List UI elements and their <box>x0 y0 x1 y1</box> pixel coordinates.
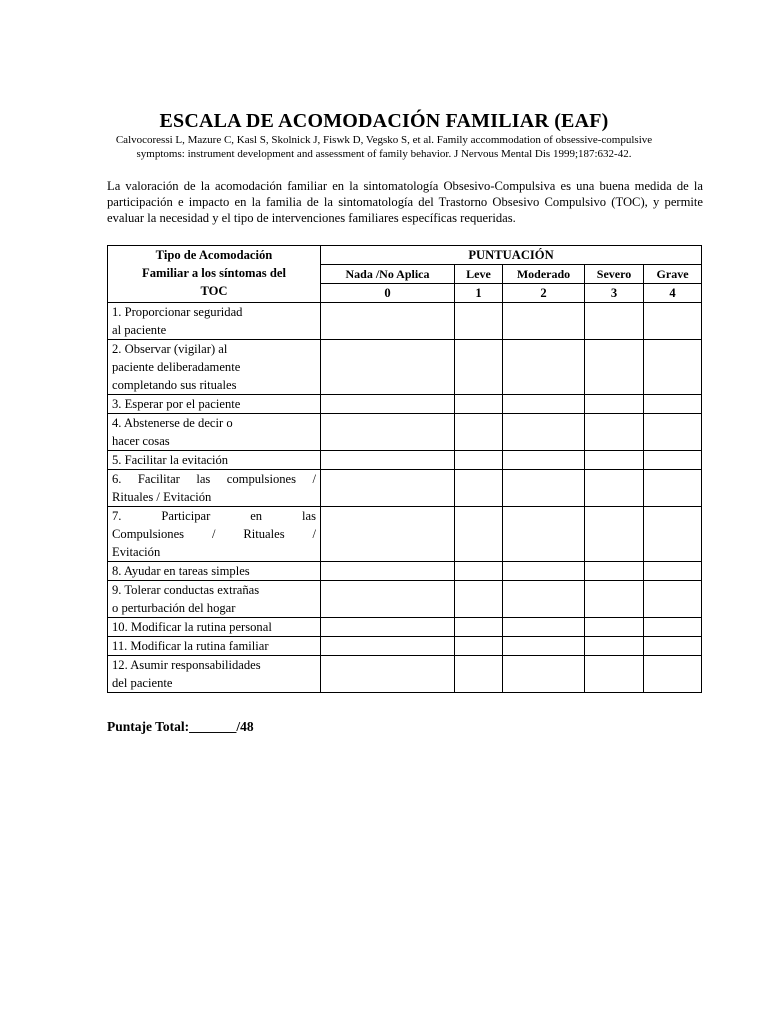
score-cell[interactable] <box>321 414 455 451</box>
score-cell[interactable] <box>321 303 455 340</box>
score-cell[interactable] <box>455 340 503 395</box>
score-cell[interactable] <box>585 470 644 507</box>
item-line: paciente deliberadamente <box>112 360 241 374</box>
score-cell[interactable] <box>644 395 702 414</box>
score-cell[interactable] <box>321 637 455 656</box>
item-line: al paciente <box>112 323 167 337</box>
category-value: 3 <box>585 284 644 303</box>
item-line: 8. Ayudar en tareas simples <box>112 564 250 578</box>
accommodation-item <box>108 395 321 414</box>
category-header: Severo <box>585 265 644 284</box>
citation <box>90 133 678 161</box>
accommodation-item <box>108 340 321 395</box>
score-cell[interactable] <box>644 581 702 618</box>
accommodation-scale-table <box>107 245 702 693</box>
score-cell[interactable] <box>455 507 503 562</box>
score-cell[interactable] <box>321 656 455 693</box>
category-value: 2 <box>503 284 585 303</box>
score-cell[interactable] <box>585 562 644 581</box>
score-cell[interactable] <box>503 507 585 562</box>
score-cell[interactable] <box>455 618 503 637</box>
score-cell[interactable] <box>455 395 503 414</box>
category-value: 1 <box>455 284 503 303</box>
intro-paragraph: La valoración de la acomodación familiar en la sintomatología Obsesivo-Compulsiva es una buena medida de la participación e impacto en la familia de la sintomatología del Trastorno Obsesivo Compulsivo (TOC), y permite evaluar la necesidad y el tipo de intervenciones familiares específicas requeridas. <box>107 179 703 225</box>
table-row <box>108 303 702 340</box>
item-line: Compulsiones / Rituales / <box>112 527 316 541</box>
citation-line: Calvocoressi L, Mazure C, Kasl S, Skolnick J, Fiswk D, Vegsko S, et al. Family accommodation of obsessive-compulsive <box>115 134 653 146</box>
table-row <box>108 451 702 470</box>
score-cell[interactable] <box>585 451 644 470</box>
type-header-line: Tipo de Acomodación <box>155 248 273 262</box>
score-cell[interactable] <box>455 562 503 581</box>
score-cell[interactable] <box>503 303 585 340</box>
category-value: 4 <box>644 284 702 303</box>
item-line: Evitación <box>112 545 161 559</box>
score-cell[interactable] <box>585 656 644 693</box>
accommodation-item <box>108 562 321 581</box>
score-cell[interactable] <box>644 507 702 562</box>
item-line: 9. Tolerar conductas extrañas <box>112 583 260 597</box>
score-cell[interactable] <box>585 303 644 340</box>
score-cell[interactable] <box>644 303 702 340</box>
score-cell[interactable] <box>455 414 503 451</box>
score-cell[interactable] <box>455 470 503 507</box>
score-cell[interactable] <box>455 581 503 618</box>
type-header-line: Familiar a los síntomas del <box>142 266 286 280</box>
score-cell[interactable] <box>503 637 585 656</box>
table-row <box>108 414 702 451</box>
item-line: 5. Facilitar la evitación <box>112 453 229 467</box>
score-header: PUNTUACIÓN <box>321 246 702 265</box>
accommodation-item <box>108 414 321 451</box>
accommodation-item <box>108 637 321 656</box>
table-row <box>108 562 702 581</box>
score-cell[interactable] <box>321 581 455 618</box>
score-cell[interactable] <box>644 618 702 637</box>
table-row <box>108 656 702 693</box>
accommodation-item <box>108 303 321 340</box>
accommodation-item <box>108 618 321 637</box>
accommodation-item <box>108 451 321 470</box>
score-cell[interactable] <box>455 656 503 693</box>
score-cell[interactable] <box>455 303 503 340</box>
score-cell[interactable] <box>644 637 702 656</box>
score-cell[interactable] <box>585 618 644 637</box>
score-cell[interactable] <box>321 618 455 637</box>
citation-line: symptoms: instrument development and assessment of family behavior. J Nervous Mental Dis 1999;187:632-42. <box>136 148 632 160</box>
item-line: 4. Abstenerse de decir o <box>112 416 233 430</box>
score-cell[interactable] <box>644 470 702 507</box>
score-cell[interactable] <box>321 470 455 507</box>
accommodation-item <box>108 470 321 507</box>
score-cell[interactable] <box>585 507 644 562</box>
table-row <box>108 340 702 395</box>
score-cell[interactable] <box>455 637 503 656</box>
score-cell[interactable] <box>321 451 455 470</box>
item-line: 6. Facilitar las compulsiones / <box>112 472 316 486</box>
item-line: 2. Observar (vigilar) al <box>112 342 228 356</box>
item-line: 11. Modificar la rutina familiar <box>112 639 269 653</box>
category-header: Leve <box>455 265 503 284</box>
score-cell[interactable] <box>503 581 585 618</box>
score-cell[interactable] <box>585 637 644 656</box>
category-header: Grave <box>644 265 702 284</box>
item-line: 10. Modificar la rutina personal <box>112 620 272 634</box>
table-row <box>108 581 702 618</box>
item-line: 3. Esperar por el paciente <box>112 397 241 411</box>
item-line: Rituales / Evitación <box>112 490 212 504</box>
table-row <box>108 507 702 562</box>
score-cell[interactable] <box>503 451 585 470</box>
table-row <box>108 618 702 637</box>
score-cell[interactable] <box>644 414 702 451</box>
item-line: del paciente <box>112 676 173 690</box>
score-cell[interactable] <box>503 414 585 451</box>
category-value: 0 <box>321 284 455 303</box>
item-line: 1. Proporcionar seguridad <box>112 305 243 319</box>
accommodation-item <box>108 581 321 618</box>
category-header: Moderado <box>503 265 585 284</box>
table-row <box>108 395 702 414</box>
accommodation-item <box>108 656 321 693</box>
total-score-label: Puntaje Total:_______/48 <box>107 719 254 734</box>
score-cell[interactable] <box>503 656 585 693</box>
score-cell[interactable] <box>644 340 702 395</box>
score-cell[interactable] <box>585 340 644 395</box>
table-row <box>108 637 702 656</box>
item-line: 12. Asumir responsabilidades <box>112 658 261 672</box>
score-cell[interactable] <box>503 340 585 395</box>
score-cell[interactable] <box>585 395 644 414</box>
item-line: hacer cosas <box>112 434 170 448</box>
score-cell[interactable] <box>503 470 585 507</box>
item-line: completando sus rituales <box>112 378 237 392</box>
score-cell[interactable] <box>321 395 455 414</box>
score-cell[interactable] <box>585 581 644 618</box>
type-header <box>108 246 321 303</box>
type-header-line: TOC <box>200 284 228 298</box>
table-row <box>108 470 702 507</box>
item-line: o perturbación del hogar <box>112 601 236 615</box>
accommodation-item <box>108 507 321 562</box>
document-title: ESCALA DE ACOMODACIÓN FAMILIAR (EAF) <box>159 110 609 132</box>
score-cell[interactable] <box>644 562 702 581</box>
score-cell[interactable] <box>503 618 585 637</box>
score-cell[interactable] <box>321 562 455 581</box>
score-cell[interactable] <box>644 656 702 693</box>
score-cell[interactable] <box>455 451 503 470</box>
item-line: 7. Participar en las <box>112 509 316 523</box>
category-header: Nada /No Aplica <box>321 265 455 284</box>
score-cell[interactable] <box>503 395 585 414</box>
score-cell[interactable] <box>321 340 455 395</box>
items-body <box>108 303 702 693</box>
score-cell[interactable] <box>321 507 455 562</box>
score-cell[interactable] <box>644 451 702 470</box>
score-cell[interactable] <box>585 414 644 451</box>
score-cell[interactable] <box>503 562 585 581</box>
